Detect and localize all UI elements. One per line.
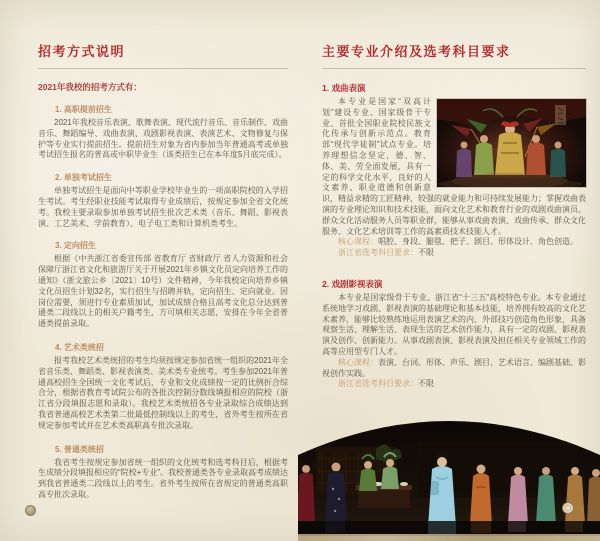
core-courses-label: 核心课程：	[338, 357, 378, 367]
major-2-core-courses	[322, 358, 586, 380]
major-1-body: 本专业是国家“双高计划”建设专业、国家级骨干专业、首批全国职业院校民族文化传承与创新示范点。教育部“现代学徒制”试点专业。培养理想信念坚定，德、智、体、美、劳全面发展，具有一定的科学文化水平，良好的人文素养、职业道德和创新意识，精益求精的工匠精神，较强的就业能力和可持续发展能力；掌握戏曲表演的专业理论知识和技术技能，面向文化艺术和教育行业的戏剧戏曲演员、群众文化活动服务人员等职业群，能够从事戏曲表演、戏曲传承、群众文化服务、文化艺术培训等工作的高素质技术技能人才。	[322, 97, 586, 236]
exam-requirement-label: 浙江省选考科目要求：	[338, 248, 418, 258]
major-2-heading: 2. 戏剧影视表演	[322, 278, 383, 289]
page-left	[38, 0, 288, 501]
left-section-3-heading: 3. 定向招生	[55, 241, 96, 251]
left-section-1-body: 2021年我校音乐表演、歌舞表演、现代流行音乐、音乐制作、戏曲音乐、舞蹈编导、戏曲表演、戏剧影视表演、表演艺术、文物修复与保护等专业实行提前招生。提前招生对象为省内参加当年普通高考或单独考试招生报名的普高或中职毕业生（该类招生已在本年度5月底完成）。	[38, 118, 288, 160]
exam-requirement-value: 不限	[418, 248, 434, 258]
stage-performance-photo	[298, 421, 600, 536]
left-section-4-heading: 4. 艺术类统招	[55, 342, 104, 352]
major-2-exam-requirement	[322, 379, 586, 390]
left-section-3-body: 根据《中共浙江省委宣传部 省教育厅 省财政厅 省人力资源和社会保障厅浙江省文化和旅游厅关于开展2021年乡镇文化员定向培养工作的通知》（浙文旅公乡〔2021〕10号）文件精神，今年我校定向培养乡镇文化员招生计划32名，实行招生与招聘并轨，定向招生、定向就业。因岗位需要，须进行专业素质加试，加试成绩合格且高考文化总分达到普通类二段线以上的相关户籍考生，方可填相关志愿，安排在今年全省普通类提前录取。	[38, 254, 288, 329]
right-title-divider	[322, 68, 586, 69]
left-section-5-heading: 5. 普通类统招	[55, 444, 104, 454]
core-courses-value: 唱腔、身段、腿毯、把子、剧目、形体设计、角色创造。	[378, 237, 578, 247]
left-section-2-body: 单独考试招生是面向中等职业学校毕业生的一项高职院校的入学招生考试。考生经职业技能考试取得专业成绩后，按规定参加全省文化统考。我校主要录取参加单独考试招生批次艺术类（音乐、舞蹈、影视表演、工艺美术、学前教育）、电子电工类和计算机类考生。	[38, 186, 288, 228]
left-section-1-heading: 1. 高职提前招生	[55, 105, 112, 114]
core-courses-label: 核心课程：	[338, 237, 378, 247]
photo-bottom-edge	[298, 534, 600, 541]
page-right	[322, 0, 586, 390]
exam-requirement-label: 浙江省选考科目要求：	[338, 379, 418, 389]
major-1-exam-requirement	[322, 248, 586, 259]
admission-intro: 2021年我校的招考方式有：	[38, 82, 142, 92]
left-page-number-badge	[25, 505, 36, 516]
major-1-body-paragraph	[322, 97, 586, 237]
right-page-number-badge	[563, 503, 574, 514]
left-section-5-body: 我省考生按规定参加省统一组织的文化统考和选考科目后，根据考生成绩分段填报相应的“院校+专业”。我校普通类各专业录取高考成绩达到我省普通类二段线以上的考生。省外考生按所在省规定的普通类高职高专批次录取。	[38, 457, 288, 499]
left-section-4-body: 报考我校艺术类统招的考生均须按规定参加省统一组织的2021年全省音乐类、舞蹈类、影视表演类、美术类专业统考。考生参加2021年普通高校招生全国统一文化考试后，专业和文化成绩按一定的比例折合综合分，根据省教育考试院公布的各批次控制分数线填报相应的院校（浙江省分段填报志愿和录取）。我校艺术类统招各专业录取综合成绩达到我省普通高校艺术类第二批最低控制线以上的考生，省外考生按所在省规定参加考试并在艺术类高职高专批次录取。	[38, 355, 288, 430]
core-courses-value: 表演、台词、形体、声乐、剧目、艺术语言、编剧基础、影视创作实践。	[322, 357, 586, 378]
opera-troupe-photo	[437, 99, 586, 187]
exam-requirement-value: 不限	[418, 379, 434, 389]
left-section-2-heading: 2. 单独考试招生	[55, 173, 112, 183]
left-page-title: 招考方式说明	[38, 44, 126, 59]
major-2-body: 本专业是国家级骨干专业、浙江省“十三五”高校特色专业。本专业通过系统地学习戏剧、影视表演的基础理论和基本技能，培养拥有较高的文化艺术素养，能够比较熟练地运用表演艺术的内、外部技巧创造角色形象，具备观察生活、理解生活、表现生活的艺术创作能力，具有一定的戏剧、影视表演及创作、创新能力。从事戏剧表演、影视表演及担任相关专业领域工作的高等应用型专门人才。	[322, 292, 586, 356]
right-page-title: 主要专业介绍及选考科目要求	[322, 44, 511, 59]
major-1-core-courses	[322, 237, 586, 248]
major-1-heading: 1. 戏曲表演	[322, 83, 366, 93]
left-title-divider	[38, 68, 288, 69]
